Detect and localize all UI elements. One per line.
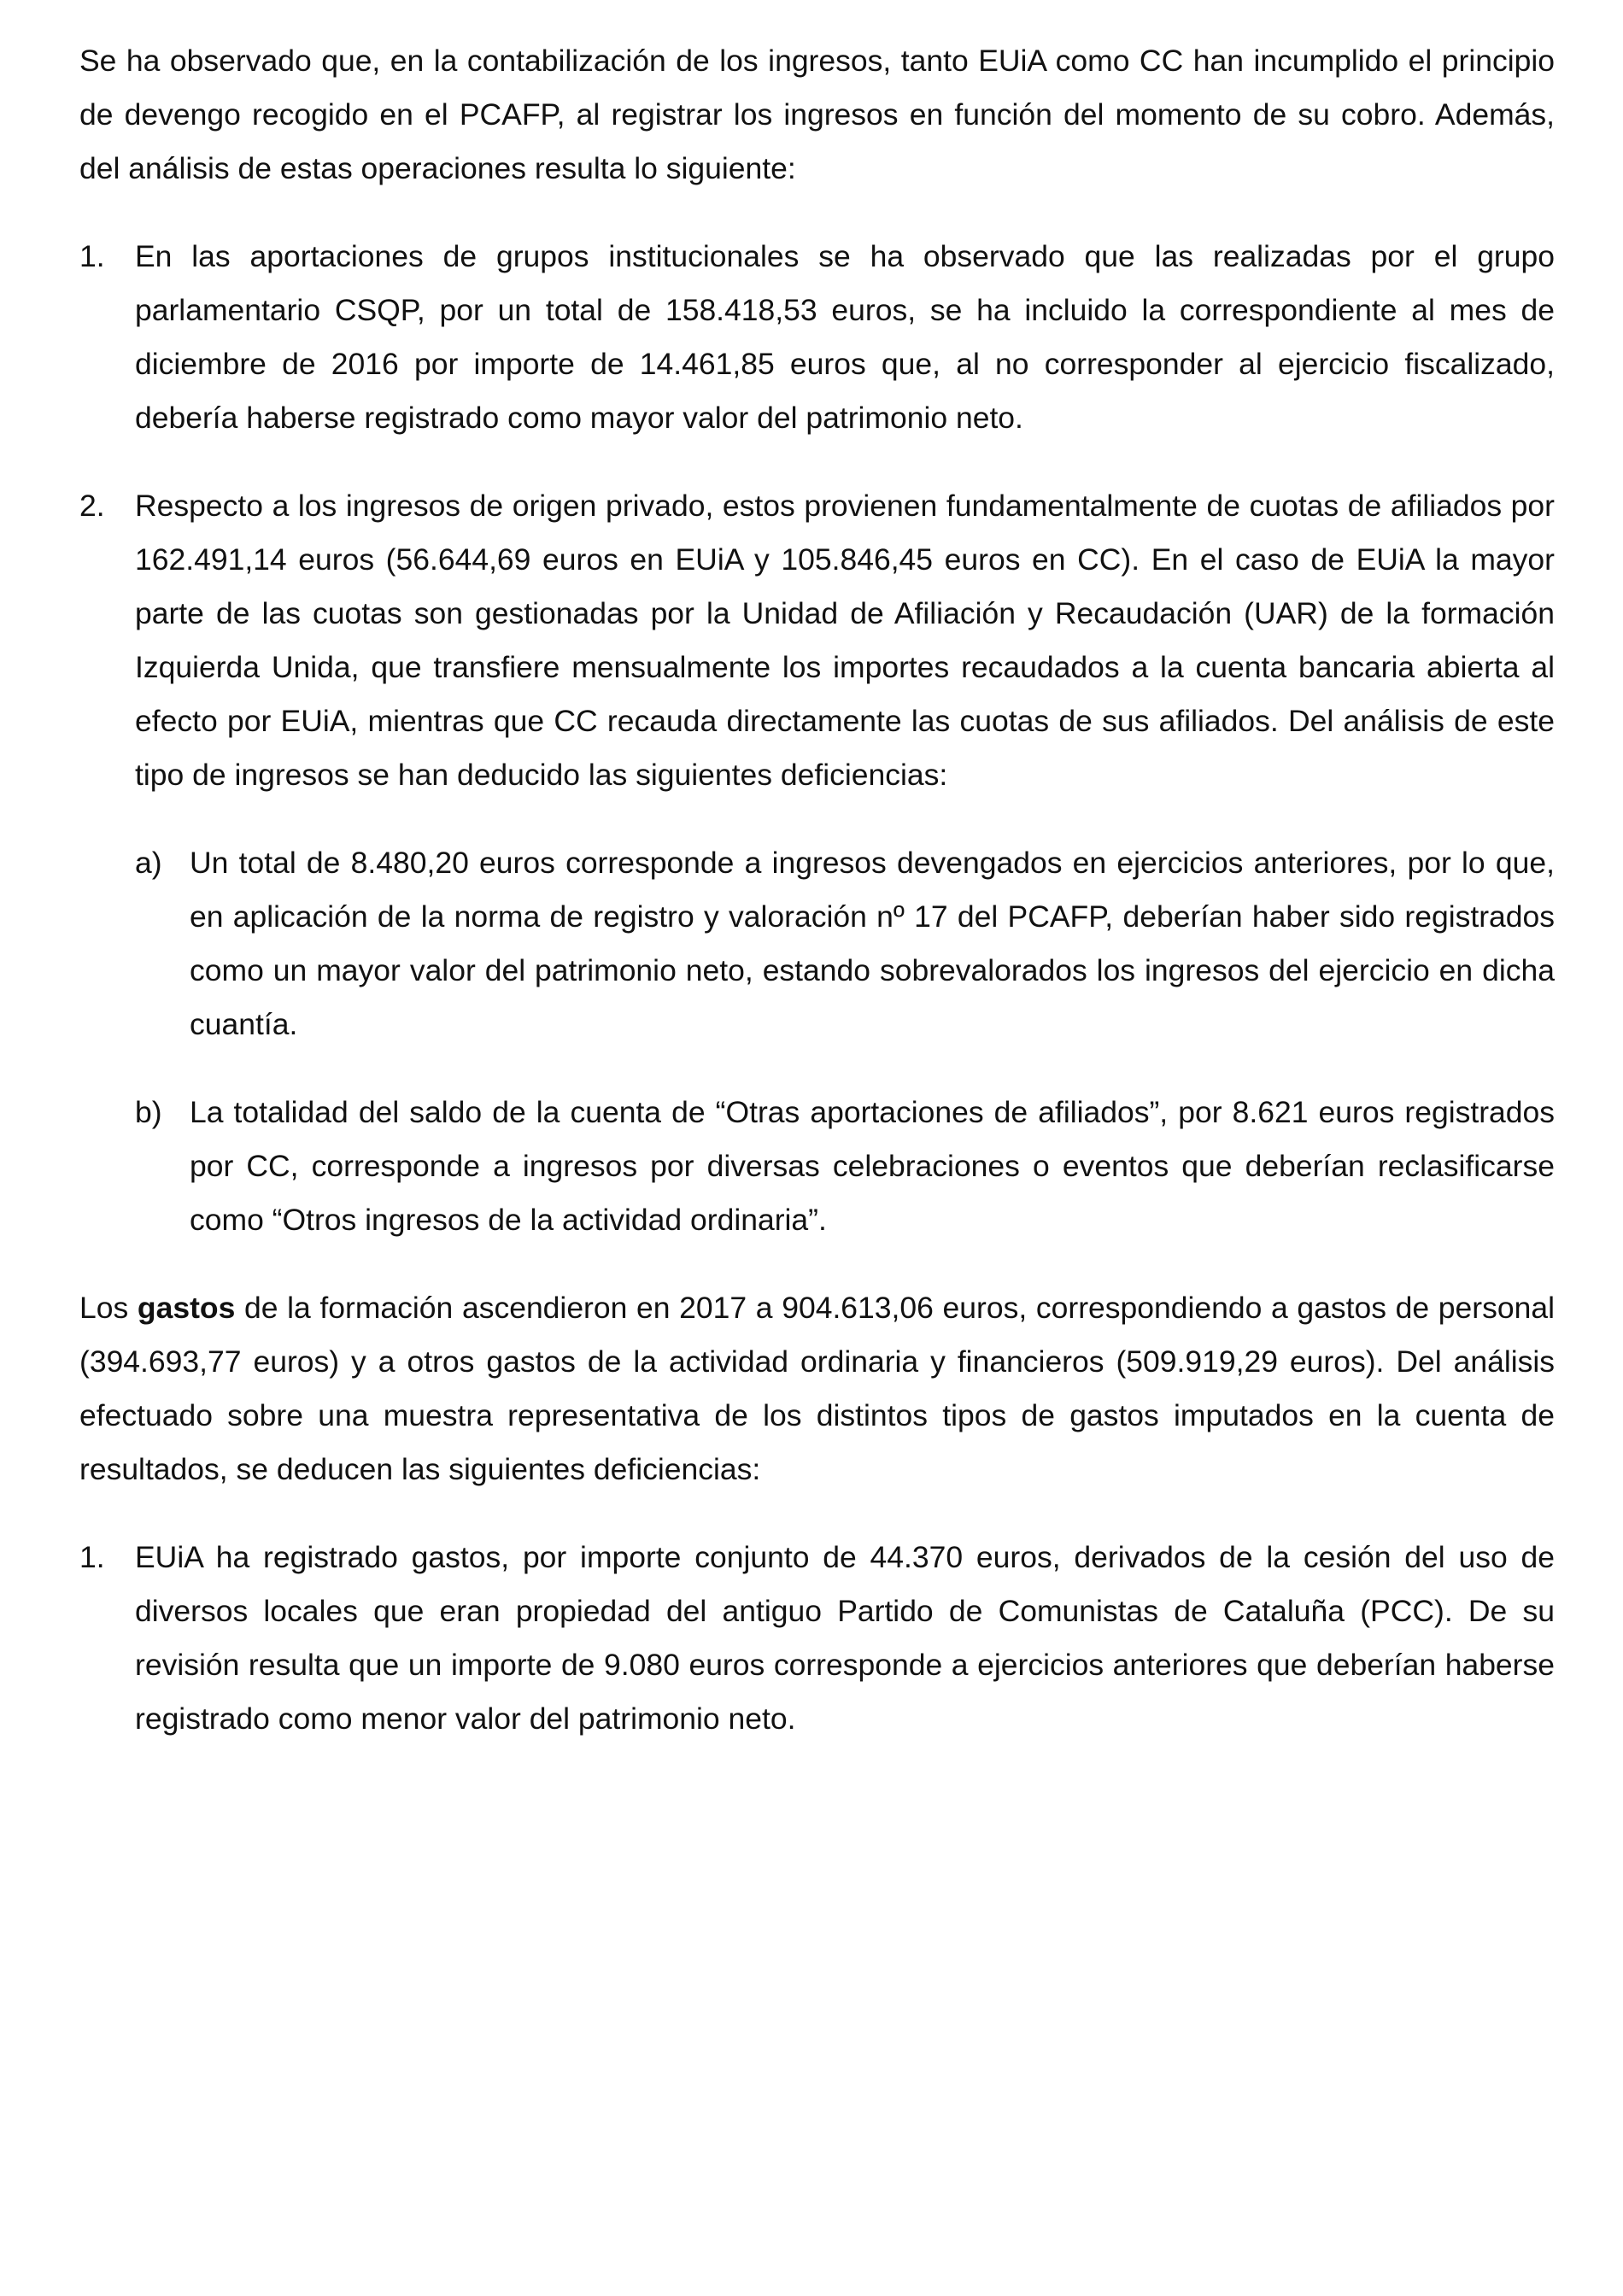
gastos-paragraph — [79, 1281, 1555, 1496]
sub-list-item — [135, 1086, 1555, 1247]
document-page — [79, 34, 1555, 1780]
list-marker: 1. — [79, 239, 105, 273]
sub-list-item — [135, 836, 1555, 1051]
list-item-text: Respecto a los ingresos de origen privado, estos provienen fundamentalmente de cuotas de afiliados por 162.491,14 euros (56.644,69 euros en EUiA y 105.846,45 euros en CC). En el caso de EUiA la mayor parte de las cuotas son gestionadas por la Unidad de Afiliación y Recaudación (UAR) de la formación Izquierda Unida, que transfiere mensualmente los importes recaudados a la cuenta bancaria abierta al efecto por EUiA, mientras que CC recauda directamente las cuotas de sus afiliados. Del análisis de este tipo de ingresos se han deducido las siguientes deficiencias: — [135, 489, 1555, 792]
list-item — [79, 230, 1555, 445]
intro-paragraph: Se ha observado que, en la contabilización de los ingresos, tanto EUiA como CC han incumplido el principio de devengo recogido en el PCAFP, al registrar los ingresos en función del momento de su cobro. Además, del análisis de estas operaciones resulta lo siguiente: — [79, 44, 1555, 185]
list-item — [79, 479, 1555, 802]
gastos-rest: de la formación ascendieron en 2017 a 904.613,06 euros, correspondiendo a gastos de personal (394.693,77 euros) y a otros gastos de la actividad ordinaria y financieros (509.919,29 euros). Del análisis efectuado sobre una muestra representativa de los distintos tipos de gastos imputados en la cuenta de resultados, se deducen las siguientes deficiencias: — [79, 1291, 1555, 1486]
sub-list-marker: b) — [135, 1095, 162, 1129]
gastos-bold-term: gastos — [137, 1291, 236, 1325]
gastos-list — [79, 1531, 1555, 1746]
deficiencias-sublist — [135, 836, 1555, 1247]
sub-list-item-text: Un total de 8.480,20 euros corresponde a ingresos devengados en ejercicios anteriores, por lo que, en aplicación de la norma de registro y valoración nº 17 del PCAFP, deberían haber sido registrados como un mayor valor del patrimonio neto, estando sobrevalorados los ingresos del ejercicio en dicha cuantía. — [190, 846, 1555, 1041]
list-item — [79, 1531, 1555, 1746]
ingresos-list — [79, 230, 1555, 802]
gastos-prefix: Los — [79, 1291, 138, 1325]
list-item-text: En las aportaciones de grupos institucionales se ha observado que las realizadas por el grupo parlamentario CSQP, por un total de 158.418,53 euros, se ha incluido la correspondiente al mes de diciembre de 2016 por importe de 14.461,85 euros que, al no corresponder al ejercicio fiscalizado, debería haberse registrado como mayor valor del patrimonio neto. — [135, 239, 1555, 435]
sub-list-item-text: La totalidad del saldo de la cuenta de “Otras aportaciones de afiliados”, por 8.621 euros registrados por CC, corresponde a ingresos por diversas celebraciones o eventos que deberían reclasificarse como “Otros ingresos de la actividad ordinaria”. — [190, 1095, 1555, 1237]
list-marker: 1. — [79, 1540, 105, 1574]
list-marker: 2. — [79, 489, 105, 523]
sub-list-marker: a) — [135, 846, 162, 880]
list-item-text: EUiA ha registrado gastos, por importe conjunto de 44.370 euros, derivados de la cesión del uso de diversos locales que eran propiedad del antiguo Partido de Comunistas de Cataluña (PCC). De su revisión resulta que un importe de 9.080 euros corresponde a ejercicios anteriores que deberían haberse registrado como menor valor del patrimonio neto. — [135, 1540, 1555, 1736]
